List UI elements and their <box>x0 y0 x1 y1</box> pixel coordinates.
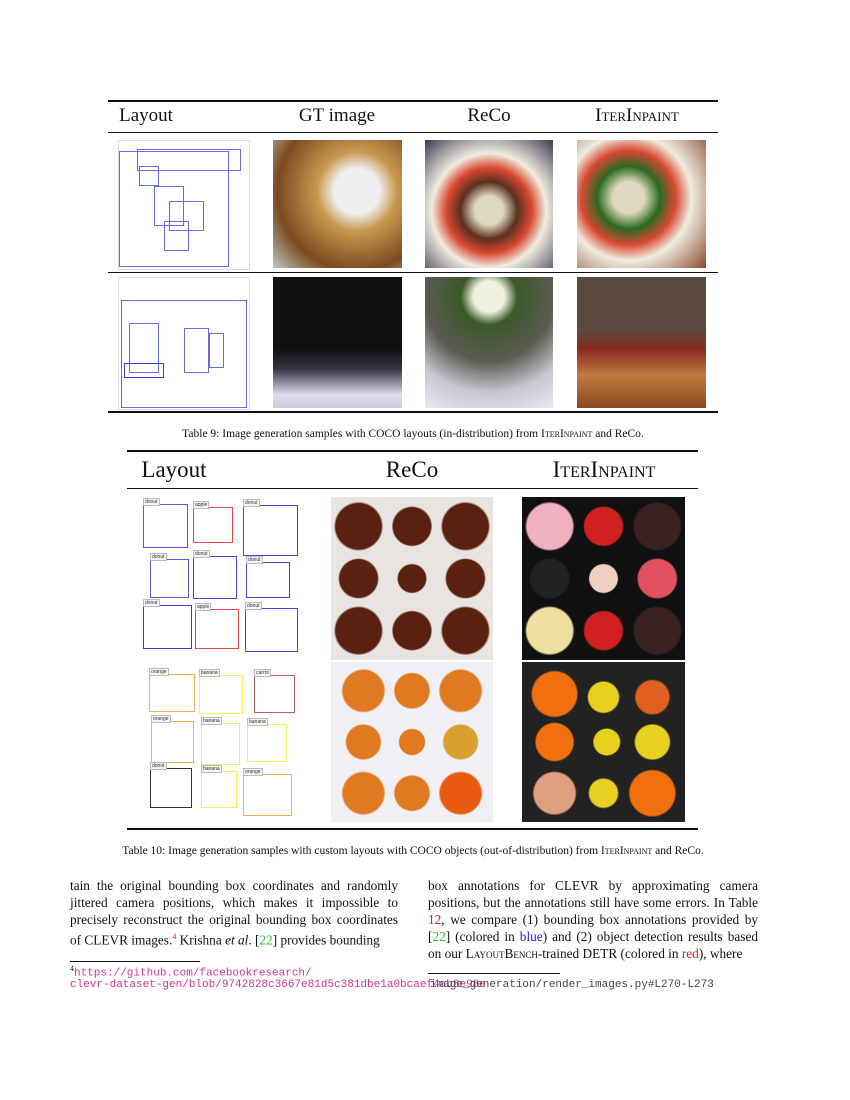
table9-row-rule <box>108 272 718 273</box>
table9-gt-image-2 <box>273 277 402 408</box>
table10-reco-image-donuts <box>331 497 493 660</box>
table10-top-rule <box>127 450 698 452</box>
table9-bottom-rule <box>108 411 718 413</box>
table9-caption: Table 9: Image generation samples with COCO layouts (in-distribution) from IterInpaint and ReCo. <box>182 428 644 440</box>
layout-bounding-box <box>254 675 295 713</box>
footnote-url-line3[interactable]: image_generation/render_images.py#L270-L273 <box>430 979 714 991</box>
layout-bounding-box <box>193 507 233 543</box>
layout-bounding-box <box>201 723 240 765</box>
table10-iterinpaint-image-donuts <box>522 497 685 660</box>
layout-box-label: donut <box>152 763 165 769</box>
layout-box-label: banana <box>203 766 220 772</box>
layout-box-label: apple <box>195 502 208 508</box>
footnote-url-line2[interactable]: clevr-dataset-gen/blob/9742828c3667e81d5c381dbe1a0bcaef4ab8e98e <box>70 979 486 991</box>
layout-bounding-box <box>143 605 192 649</box>
table10-header-reco: ReCo <box>385 457 439 482</box>
table9-layout-2 <box>118 277 250 410</box>
layout-box-label: orange <box>151 669 167 675</box>
table10-mid-rule <box>127 488 698 489</box>
table9-iterinpaint-image-1 <box>577 140 706 268</box>
layout-bounding-box <box>193 556 237 599</box>
table9-iterinpaint-image-2 <box>577 277 706 408</box>
table9-gt-image-1 <box>273 140 402 268</box>
layout-box-label: donut <box>145 499 158 505</box>
table9-header-layout: Layout <box>119 105 173 126</box>
table9-header-reco: ReCo <box>467 105 511 126</box>
layout-bounding-box <box>150 559 189 598</box>
table9-layout-1 <box>118 140 250 270</box>
layout-box-label: donut <box>247 603 260 609</box>
layout-box-label: donut <box>145 600 158 606</box>
table9-reco-image-2 <box>425 277 553 408</box>
layout-box-label: orange <box>245 769 261 775</box>
layout-bounding-box <box>243 774 292 816</box>
table10-iterinpaint-image-fruits <box>522 662 685 822</box>
citation-link[interactable]: 22 <box>432 929 446 944</box>
layout-bounding-box <box>149 674 195 712</box>
body-left-column: tain the original bounding box coordinates and randomly jittered camera positions, which makes it impossible to precisely reconstruct the original bounding box coordinates of CLEVR images.$^4$ Krishna et al. [22] provides bounding <box>70 878 398 948</box>
layout-bounding-box <box>199 675 243 714</box>
layout-bounding-box <box>151 721 194 763</box>
layout-bounding-box <box>195 609 239 649</box>
layout-box-label: donut <box>248 557 261 563</box>
layout-bounding-box <box>245 608 298 652</box>
layout-bounding-box <box>246 562 290 598</box>
table10-reco-image-oranges <box>331 662 493 822</box>
footnote-rule-right <box>428 973 560 974</box>
table9-reco-image-1 <box>425 140 553 268</box>
layout-bounding-box <box>247 724 287 762</box>
footnote-ref[interactable]: 4 <box>172 932 177 941</box>
layout-box-label: donut <box>195 551 208 557</box>
footnote-url-line1[interactable]: $^4$https://github.com/facebookresearch/ <box>70 964 312 980</box>
layout-box-label: apple <box>197 604 210 610</box>
table10-caption: Table 10: Image generation samples with custom layouts with COCO objects (out-of-distribution) from IterInpaint and ReCo. <box>122 845 704 857</box>
table9-header-gt: GT image <box>298 105 376 126</box>
layout-box-label: orange <box>153 716 169 722</box>
footnote-rule-left <box>70 961 200 962</box>
table-ref-link[interactable]: 12 <box>428 912 442 927</box>
layout-bounding-box <box>150 768 192 808</box>
table10-header-iterinpaint: IterInpaint <box>552 457 656 482</box>
citation-link[interactable]: 22 <box>259 932 273 948</box>
layout-box-label: banana <box>201 670 218 676</box>
layout-box-label: donut <box>245 500 258 506</box>
table9-top-rule <box>108 100 718 102</box>
body-right-column: box annotations for CLEVR by approximating camera positions, but the annotations still have some errors. In Table 12, we compare (1) bounding box annotations provided by [22] (colored in blue) and (2) object detection results based on our LayoutBench-trained DETR (colored in red), where <box>428 878 759 961</box>
layout-box-label: banana <box>249 719 266 725</box>
layout-bounding-box <box>143 504 188 548</box>
table10-header-layout: Layout <box>141 457 207 482</box>
layout-bounding-box <box>201 771 237 808</box>
table9-header-iterinpaint: IterInpaint <box>595 105 679 126</box>
layout-bounding-box <box>243 505 298 556</box>
layout-box-label: banana <box>203 718 220 724</box>
table10-bottom-rule <box>127 828 698 830</box>
layout-box-label: carrot <box>256 670 269 676</box>
layout-box-label: donut <box>152 554 165 560</box>
table9-mid-rule <box>108 132 718 133</box>
